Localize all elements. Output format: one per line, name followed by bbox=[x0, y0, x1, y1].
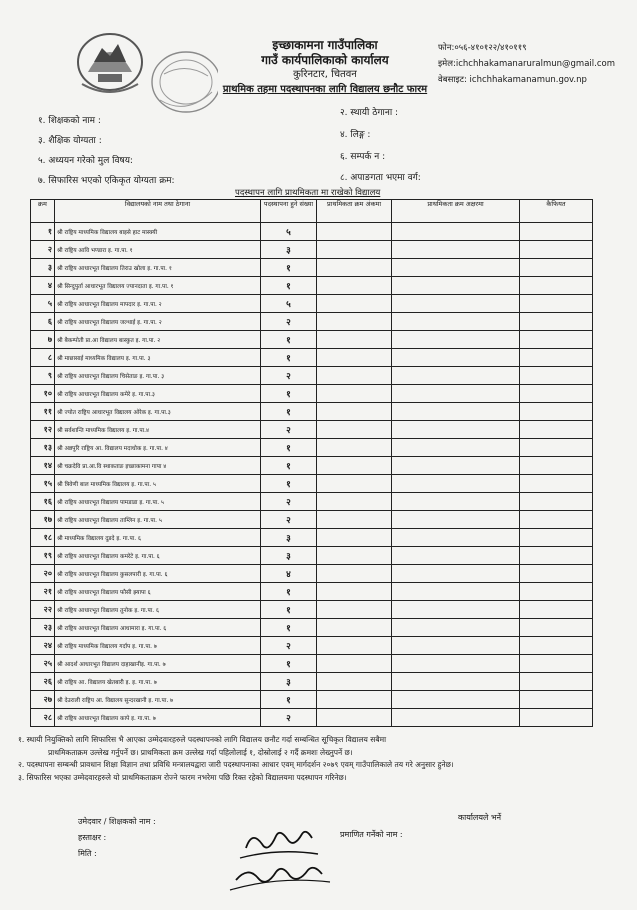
table-row bbox=[31, 439, 593, 457]
row-priority-number-cell[interactable] bbox=[317, 619, 392, 637]
field-contact-number: ६. सम्पर्क न : bbox=[340, 152, 386, 162]
field-recommended-merit-rank: ७. सिफारिस भएको एकिकृत योग्यता क्रम: bbox=[38, 176, 175, 186]
row-posts: १ bbox=[261, 277, 317, 295]
row-priority-number-cell[interactable] bbox=[317, 529, 392, 547]
table-row bbox=[31, 511, 593, 529]
row-priority-words-cell[interactable] bbox=[392, 277, 520, 295]
row-priority-words-cell[interactable] bbox=[392, 349, 520, 367]
office-header bbox=[200, 38, 450, 97]
field-gender: ४. लिङ्ग : bbox=[340, 130, 371, 140]
row-school-name: श्री राष्ट्रिय आधारभूत विद्यालय जल्थाई इ. गा.पा. २ bbox=[55, 313, 261, 331]
table-row bbox=[31, 709, 593, 727]
row-priority-number-cell[interactable] bbox=[317, 475, 392, 493]
row-school-name: श्री त्रिवेणी बाल माध्यमिक विद्यालय इ. गा.पा. ५ bbox=[55, 475, 261, 493]
row-sn: २१ bbox=[31, 583, 55, 601]
row-priority-number-cell[interactable] bbox=[317, 583, 392, 601]
row-posts: ३ bbox=[261, 547, 317, 565]
row-sn: २४ bbox=[31, 637, 55, 655]
field-disability-category: ८. अपाङगता भएमा वर्ग: bbox=[340, 173, 421, 183]
row-posts: २ bbox=[261, 421, 317, 439]
row-remarks-cell[interactable] bbox=[520, 421, 593, 439]
row-school-name: श्री राष्ट्रिय आधारभूत विद्यालय ताम्लिन इ. गा.पा. ५ bbox=[55, 511, 261, 529]
row-remarks-cell[interactable] bbox=[520, 349, 593, 367]
header-school-name: विद्यालयको नाम तथा ठेगाना bbox=[55, 200, 261, 223]
row-posts: ५ bbox=[261, 223, 317, 241]
row-sn: ४ bbox=[31, 277, 55, 295]
row-posts: १ bbox=[261, 385, 317, 403]
row-priority-number-cell[interactable] bbox=[317, 709, 392, 727]
row-school-name: श्री चक्रदेवि प्रा.आ.वि स्थाकताङ इच्छाकामना गापा ४ bbox=[55, 457, 261, 475]
row-remarks-cell[interactable] bbox=[520, 367, 593, 385]
field-education: ३. शैक्षिक योग्यता : bbox=[38, 136, 102, 146]
row-remarks-cell[interactable] bbox=[520, 709, 593, 727]
row-school-name: श्री सिन्दुपुर्ता आधारभूत विद्यालय ज्यानदाता इ. गा.पा. १ bbox=[55, 277, 261, 295]
header-posts: पदस्थापना हुने संख्या bbox=[261, 200, 317, 223]
row-posts: १ bbox=[261, 583, 317, 601]
row-sn: ८ bbox=[31, 349, 55, 367]
row-priority-number-cell[interactable] bbox=[317, 565, 392, 583]
row-remarks-cell[interactable] bbox=[520, 493, 593, 511]
row-school-name: श्री राष्ट्रिय आधारभूत विद्यालय पामडाडा इ. गा.पा. ५ bbox=[55, 493, 261, 511]
office-name: गाउँ कार्यपालिकाको कार्यालय bbox=[261, 53, 389, 67]
row-priority-number-cell[interactable] bbox=[317, 439, 392, 457]
row-priority-number-cell[interactable] bbox=[317, 241, 392, 259]
row-posts: २ bbox=[261, 313, 317, 331]
table-row bbox=[31, 403, 593, 421]
row-priority-words-cell[interactable] bbox=[392, 241, 520, 259]
row-priority-number-cell[interactable] bbox=[317, 511, 392, 529]
row-school-name: श्री राष्ट्रिय माध्यमिक विद्यालय बाइसे हाट मास्क्यी bbox=[55, 223, 261, 241]
form-title: प्राथमिक तहमा पदस्थापनका लागि विद्यालय छनौट फारम bbox=[222, 84, 428, 95]
table-header-row bbox=[31, 200, 593, 223]
row-posts: २ bbox=[261, 493, 317, 511]
row-remarks-cell[interactable] bbox=[520, 601, 593, 619]
row-priority-number-cell[interactable] bbox=[317, 691, 392, 709]
row-posts: २ bbox=[261, 367, 317, 385]
website-address: वेबसाइट: ichchhakamanamun.gov.np bbox=[438, 75, 587, 85]
municipality-name: इच्छाकामना गाउँपालिका bbox=[272, 38, 378, 52]
row-remarks-cell[interactable] bbox=[520, 223, 593, 241]
row-posts: ३ bbox=[261, 673, 317, 691]
row-sn: २३ bbox=[31, 619, 55, 637]
row-posts: १ bbox=[261, 331, 317, 349]
row-remarks-cell[interactable] bbox=[520, 691, 593, 709]
row-school-name: श्री राष्ट्रिय आधारभूत विद्यालय चिसेताङ इ. गा.पा. ३ bbox=[55, 367, 261, 385]
row-school-name: श्री आदर्श आधारभूत विद्यालय दाहाखानीइ. गा.पा. ७ bbox=[55, 655, 261, 673]
row-priority-words-cell[interactable] bbox=[392, 367, 520, 385]
row-school-name: श्री माध्यमिक विद्यालय दुडदे इ. गा.पा. ६ bbox=[55, 529, 261, 547]
row-remarks-cell[interactable] bbox=[520, 277, 593, 295]
row-remarks-cell[interactable] bbox=[520, 331, 593, 349]
row-school-name: श्री राष्ट्रिय आधारभूत विद्यालय आधामारा इ. गा.पा. ६ bbox=[55, 619, 261, 637]
row-priority-words-cell[interactable] bbox=[392, 547, 520, 565]
row-priority-number-cell[interactable] bbox=[317, 457, 392, 475]
row-sn: १२ bbox=[31, 421, 55, 439]
table-row bbox=[31, 637, 593, 655]
row-sn: २ bbox=[31, 241, 55, 259]
row-posts: १ bbox=[261, 259, 317, 277]
row-priority-words-cell[interactable] bbox=[392, 439, 520, 457]
header-sn: क्रम bbox=[31, 200, 55, 223]
row-priority-number-cell[interactable] bbox=[317, 295, 392, 313]
table-row bbox=[31, 223, 593, 241]
table-row bbox=[31, 475, 593, 493]
row-posts: १ bbox=[261, 403, 317, 421]
row-priority-words-cell[interactable] bbox=[392, 331, 520, 349]
row-sn: २८ bbox=[31, 709, 55, 727]
row-posts: १ bbox=[261, 655, 317, 673]
row-sn: १५ bbox=[31, 475, 55, 493]
row-school-name: श्री राष्ट्रिय आधारभूत विद्यालय फौसी झ्यापा ६ bbox=[55, 583, 261, 601]
office-use-label: कार्यालयले भर्ने bbox=[458, 813, 502, 822]
row-priority-words-cell[interactable] bbox=[392, 313, 520, 331]
row-posts: २ bbox=[261, 511, 317, 529]
row-posts: १ bbox=[261, 619, 317, 637]
row-priority-number-cell[interactable] bbox=[317, 313, 392, 331]
row-priority-words-cell[interactable] bbox=[392, 601, 520, 619]
row-priority-number-cell[interactable] bbox=[317, 349, 392, 367]
table-row bbox=[31, 331, 593, 349]
row-remarks-cell[interactable] bbox=[520, 565, 593, 583]
row-remarks-cell[interactable] bbox=[520, 619, 593, 637]
row-remarks-cell[interactable] bbox=[520, 385, 593, 403]
row-priority-number-cell[interactable] bbox=[317, 259, 392, 277]
row-school-name: श्री सर्वशान्ति माध्यमिक विद्यालय इ. गा.पा.४ bbox=[55, 421, 261, 439]
row-posts: १ bbox=[261, 601, 317, 619]
row-remarks-cell[interactable] bbox=[520, 673, 593, 691]
row-school-name: श्री बैकम्पोती प्रा.आ विद्यालय बास्कुत इ. गा.पा. २ bbox=[55, 331, 261, 349]
row-priority-number-cell[interactable] bbox=[317, 367, 392, 385]
header-remarks: कैफियत bbox=[520, 200, 593, 223]
header-priority-number: प्राथमिकता क्रम अंकमा bbox=[317, 200, 392, 223]
row-priority-number-cell[interactable] bbox=[317, 637, 392, 655]
table-row bbox=[31, 601, 593, 619]
instructions-notes bbox=[18, 734, 630, 784]
row-school-name: श्री राष्ट्रिय आ. विद्यालय खेतबारी इ. इ. गा.पा. ७ bbox=[55, 673, 261, 691]
table-row bbox=[31, 529, 593, 547]
row-remarks-cell[interactable] bbox=[520, 439, 593, 457]
table-row bbox=[31, 655, 593, 673]
row-sn: २७ bbox=[31, 691, 55, 709]
row-priority-words-cell[interactable] bbox=[392, 493, 520, 511]
row-remarks-cell[interactable] bbox=[520, 583, 593, 601]
table-caption: पदस्थापन लागि प्राथमिकता मा राखेको विद्यालय bbox=[235, 188, 381, 198]
row-priority-words-cell[interactable] bbox=[392, 619, 520, 637]
row-priority-words-cell[interactable] bbox=[392, 403, 520, 421]
row-sn: ३ bbox=[31, 259, 55, 277]
row-sn: ५ bbox=[31, 295, 55, 313]
table-row bbox=[31, 259, 593, 277]
table-row bbox=[31, 349, 593, 367]
office-address: कुरिनटार, चितवन bbox=[293, 69, 357, 80]
row-sn: १३ bbox=[31, 439, 55, 457]
table-row bbox=[31, 547, 593, 565]
school-selection-table bbox=[30, 199, 593, 727]
row-priority-words-cell[interactable] bbox=[392, 475, 520, 493]
row-sn: १० bbox=[31, 385, 55, 403]
row-priority-words-cell[interactable] bbox=[392, 421, 520, 439]
row-priority-words-cell[interactable] bbox=[392, 565, 520, 583]
date-label: मिति : bbox=[78, 849, 97, 858]
table-row bbox=[31, 691, 593, 709]
row-school-name: श्री राष्ट्रिय आधारभूत विद्यालय तुनोक इ. गा.पा. ६ bbox=[55, 601, 261, 619]
row-posts: २ bbox=[261, 637, 317, 655]
row-priority-words-cell[interactable] bbox=[392, 691, 520, 709]
row-sn: १६ bbox=[31, 493, 55, 511]
row-priority-number-cell[interactable] bbox=[317, 673, 392, 691]
email-address: इमेल:ichchhakamanaruralmun@gmail.com bbox=[438, 59, 615, 69]
row-remarks-cell[interactable] bbox=[520, 457, 593, 475]
row-priority-number-cell[interactable] bbox=[317, 547, 392, 565]
row-priority-words-cell[interactable] bbox=[392, 385, 520, 403]
row-remarks-cell[interactable] bbox=[520, 547, 593, 565]
row-remarks-cell[interactable] bbox=[520, 313, 593, 331]
row-sn: १ bbox=[31, 223, 55, 241]
row-sn: ९ bbox=[31, 367, 55, 385]
table-row bbox=[31, 457, 593, 475]
note-1: १. स्थायी नियुक्तिको लागि सिफारिस भै आएका उम्मेदवारहरुले पदस्थापनको लागि विद्यालय छनौट गर्दा सम्बन्धित सूचिकृत विद्यालय सबैमा bbox=[18, 735, 387, 744]
row-priority-words-cell[interactable] bbox=[392, 583, 520, 601]
row-priority-words-cell[interactable] bbox=[392, 295, 520, 313]
table-row bbox=[31, 367, 593, 385]
row-priority-number-cell[interactable] bbox=[317, 655, 392, 673]
row-sn: १९ bbox=[31, 547, 55, 565]
table-row bbox=[31, 295, 593, 313]
row-sn: २५ bbox=[31, 655, 55, 673]
row-posts: १ bbox=[261, 349, 317, 367]
row-sn: २० bbox=[31, 565, 55, 583]
table-row bbox=[31, 277, 593, 295]
field-permanent-address: २. स्थायी ठेगाना : bbox=[340, 108, 399, 118]
row-school-name: श्री राष्ट्रिय आधारभूत विद्यालय कापे इ. गा.पा. ७ bbox=[55, 709, 261, 727]
row-remarks-cell[interactable] bbox=[520, 529, 593, 547]
row-remarks-cell[interactable] bbox=[520, 475, 593, 493]
row-priority-number-cell[interactable] bbox=[317, 421, 392, 439]
row-posts: ५ bbox=[261, 295, 317, 313]
row-posts: २ bbox=[261, 709, 317, 727]
table-row bbox=[31, 241, 593, 259]
row-posts: १ bbox=[261, 475, 317, 493]
row-priority-words-cell[interactable] bbox=[392, 259, 520, 277]
row-remarks-cell[interactable] bbox=[520, 511, 593, 529]
handwritten-signature bbox=[218, 818, 338, 898]
signature-label: हस्ताक्षर : bbox=[78, 833, 107, 842]
row-priority-number-cell[interactable] bbox=[317, 493, 392, 511]
header-priority-words: प्राथमिकता क्रम अक्षरमा bbox=[392, 200, 520, 223]
row-priority-number-cell[interactable] bbox=[317, 385, 392, 403]
table-row bbox=[31, 385, 593, 403]
row-priority-number-cell[interactable] bbox=[317, 277, 392, 295]
row-sn: ६ bbox=[31, 313, 55, 331]
note-2: २. पदस्थापना सम्बन्धी प्रावधान शिक्षा विज्ञान तथा प्रविधि मन्त्रालयद्वारा जारी पदस्थापनाका आधार एवम् मार्गदर्शन २०७९ एवम् गाउँपालिकाले तय गरे अनुसार हुनेछ। bbox=[18, 760, 454, 769]
row-priority-number-cell[interactable] bbox=[317, 331, 392, 349]
row-school-name: श्री राष्ट्रिय माध्यमिक विद्यालय गर्दाप इ. गा.पा. ७ bbox=[55, 637, 261, 655]
table-row bbox=[31, 421, 593, 439]
row-school-name: श्री अन्नपुरि राष्ट्रिय आ. विद्यालय मदाधोक इ. गा.पा. ४ bbox=[55, 439, 261, 457]
row-remarks-cell[interactable] bbox=[520, 637, 593, 655]
field-teacher-name: १. शिक्षकको नाम : bbox=[38, 116, 101, 126]
row-remarks-cell[interactable] bbox=[520, 259, 593, 277]
row-posts: ४ bbox=[261, 565, 317, 583]
table-row bbox=[31, 565, 593, 583]
contact-info bbox=[438, 40, 615, 88]
row-school-name: श्री राष्ट्रिय आधारभूत विद्यालय कमेरे इ. गा.पा.३ bbox=[55, 385, 261, 403]
row-remarks-cell[interactable] bbox=[520, 295, 593, 313]
row-priority-words-cell[interactable] bbox=[392, 223, 520, 241]
row-priority-number-cell[interactable] bbox=[317, 223, 392, 241]
row-posts: १ bbox=[261, 439, 317, 457]
row-school-name: श्री माछासाई माध्यमिक विद्यालय इ. गा.पा. ३ bbox=[55, 349, 261, 367]
row-sn: २६ bbox=[31, 673, 55, 691]
row-school-name: श्री राष्ट्रिय आधारभूत विद्यालय कुसलपारी इ. गा.पा. ६ bbox=[55, 565, 261, 583]
row-posts: १ bbox=[261, 691, 317, 709]
row-remarks-cell[interactable] bbox=[520, 403, 593, 421]
row-sn: १७ bbox=[31, 511, 55, 529]
row-priority-words-cell[interactable] bbox=[392, 673, 520, 691]
row-sn: ११ bbox=[31, 403, 55, 421]
table-row bbox=[31, 493, 593, 511]
row-sn: ७ bbox=[31, 331, 55, 349]
row-remarks-cell[interactable] bbox=[520, 241, 593, 259]
row-school-name: श्री राष्ट्रिय आवि भण्डारा इ. गा.पा. १ bbox=[55, 241, 261, 259]
row-posts: ३ bbox=[261, 529, 317, 547]
row-posts: ३ bbox=[261, 241, 317, 259]
row-priority-words-cell[interactable] bbox=[392, 709, 520, 727]
note-1-continued: प्राथमिकताक्रम उल्लेख गर्नुपर्ने छ। प्राथमिकता क्रम उल्लेख गर्दा पहिलोलाई १, दोस्रोलाई २ गर्दै क्रमशः लेख्नुपर्ने छ। bbox=[48, 747, 353, 757]
row-priority-number-cell[interactable] bbox=[317, 601, 392, 619]
row-priority-number-cell[interactable] bbox=[317, 403, 392, 421]
field-main-subject: ५. अध्ययन गरेको मुल विषय: bbox=[38, 156, 133, 166]
candidate-name-label: उमेदवार / शिक्षकको नाम : bbox=[78, 817, 156, 826]
table-row bbox=[31, 673, 593, 691]
table-row bbox=[31, 583, 593, 601]
table-row bbox=[31, 313, 593, 331]
table-row bbox=[31, 619, 593, 637]
row-school-name: श्री ज्योत राष्ट्रिय आधारभूत विद्यालय ओरेक इ. गा.पा.३ bbox=[55, 403, 261, 421]
row-school-name: श्री राष्ट्रिय आधारभूत विद्यालय कमरेटे इ. गा.पा. ६ bbox=[55, 547, 261, 565]
row-remarks-cell[interactable] bbox=[520, 655, 593, 673]
row-priority-words-cell[interactable] bbox=[392, 457, 520, 475]
row-school-name: श्री देउराली राष्ट्रिय आ. विद्यालय सुन्दरखानी इ. गा.पा. ७ bbox=[55, 691, 261, 709]
row-sn: १८ bbox=[31, 529, 55, 547]
row-posts: १ bbox=[261, 457, 317, 475]
phone-number: फोन:०५६-४१०१२२/४१०११९ bbox=[438, 43, 527, 53]
row-school-name: श्री राष्ट्रिय आधारभूत विद्यालय तिराउ खोला इ. गा.पा. १ bbox=[55, 259, 261, 277]
row-priority-words-cell[interactable] bbox=[392, 655, 520, 673]
row-priority-words-cell[interactable] bbox=[392, 637, 520, 655]
row-school-name: श्री राष्ट्रिय आधारभूत विद्यालय मापदार इ. गा.पा. २ bbox=[55, 295, 261, 313]
row-sn: १४ bbox=[31, 457, 55, 475]
government-emblem-logo bbox=[68, 22, 218, 122]
row-priority-words-cell[interactable] bbox=[392, 529, 520, 547]
row-priority-words-cell[interactable] bbox=[392, 511, 520, 529]
row-sn: २२ bbox=[31, 601, 55, 619]
verifier-name-label: प्रमाणित गर्नेको नाम : bbox=[340, 830, 403, 839]
note-3: ३. सिफारिस भएका उम्मेदवारहरुले यो प्राथमिकताक्रम रोज्ने फारम नभरेमा पछि रिक्त रहेको विद्यालयमा पदस्थापन गरिनेछ। bbox=[18, 772, 347, 782]
